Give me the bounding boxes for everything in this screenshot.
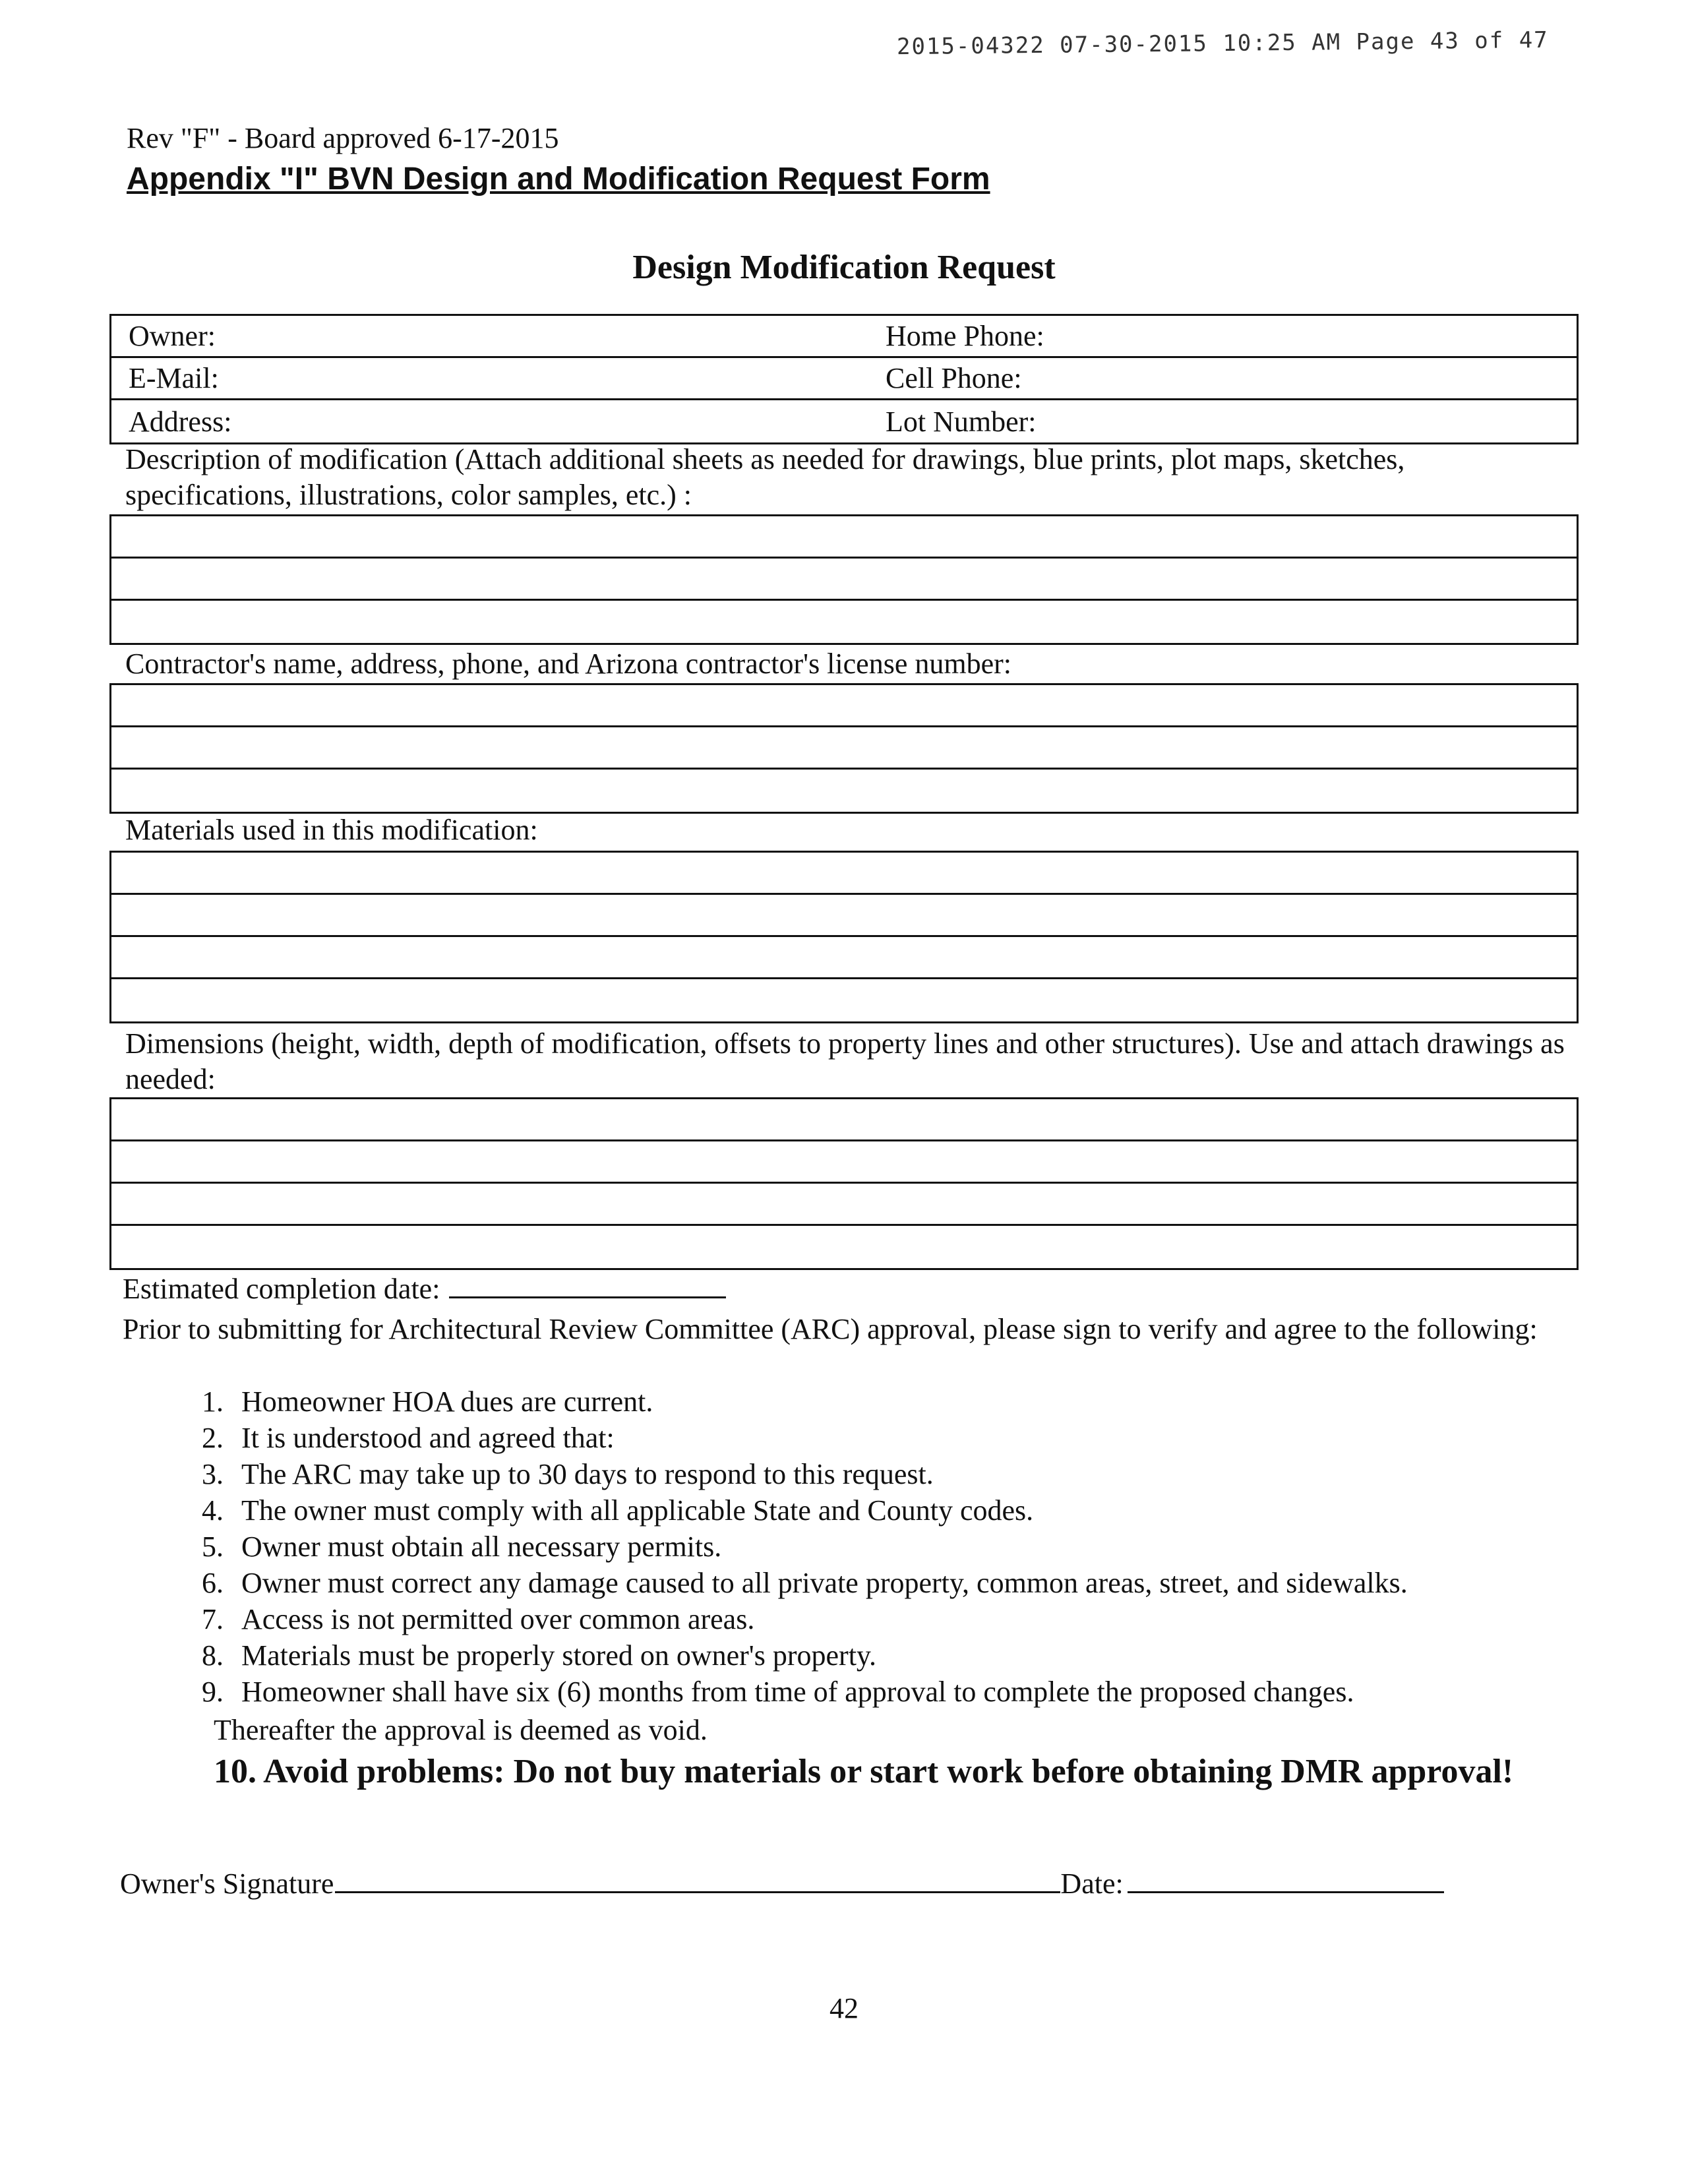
- lot-number-field[interactable]: Lot Number:: [886, 405, 1037, 438]
- list-item-number: 7.: [202, 1603, 224, 1635]
- description-line[interactable]: [111, 516, 1577, 559]
- home-phone-field[interactable]: Home Phone:: [886, 320, 1044, 352]
- completion-date-field[interactable]: [449, 1271, 726, 1298]
- list-item: [202, 1601, 1586, 1637]
- list-item-number: 1.: [202, 1385, 224, 1418]
- contractor-line[interactable]: [111, 770, 1577, 812]
- page-number: 42: [829, 1992, 859, 2024]
- address-row: [111, 400, 1577, 442]
- dimensions-box[interactable]: [109, 1097, 1579, 1270]
- description-label: Description of modification (Attach additional sheets as needed for drawings, blue prints, plot maps, sketches, specifications, illustrations, color samples, etc.) :: [125, 443, 1405, 511]
- contractor-label: Contractor's name, address, phone, and Arizona contractor's license number:: [125, 648, 1011, 680]
- list-item-text: Access is not permitted over common areas.: [241, 1603, 755, 1635]
- list-item: [202, 1674, 1586, 1710]
- list-item-number: 6.: [202, 1567, 224, 1599]
- void-note: Thereafter the approval is deemed as void.: [214, 1714, 708, 1746]
- signature-row: [120, 1866, 1444, 1900]
- list-item-number: 2.: [202, 1422, 224, 1454]
- list-item: [202, 1456, 1586, 1492]
- materials-line[interactable]: [111, 895, 1577, 937]
- materials-line[interactable]: [111, 979, 1577, 1021]
- contractor-line[interactable]: [111, 685, 1577, 727]
- dimensions-line[interactable]: [111, 1184, 1577, 1226]
- description-line[interactable]: [111, 559, 1577, 601]
- owner-signature-label: Owner's Signature: [120, 1867, 334, 1900]
- form-title: Design Modification Request: [632, 249, 1056, 286]
- list-item-number: 3.: [202, 1458, 224, 1490]
- list-item-number: 9.: [202, 1676, 224, 1708]
- list-item: [202, 1565, 1586, 1601]
- owner-signature-field[interactable]: [335, 1866, 1060, 1893]
- list-item-text: Owner must correct any damage caused to all private property, common areas, street, and sidewalks.: [241, 1567, 1408, 1599]
- list-item-text: Homeowner HOA dues are current.: [241, 1385, 653, 1418]
- fax-header-stamp: 2015-04322 07-30-2015 10:25 AM Page 43 of 47: [896, 26, 1549, 61]
- list-item: [202, 1637, 1586, 1674]
- list-item-number: 8.: [202, 1639, 224, 1672]
- completion-date-label: Estimated completion date:: [123, 1273, 440, 1305]
- dimensions-line[interactable]: [111, 1141, 1577, 1184]
- owner-field[interactable]: Owner:: [129, 320, 216, 352]
- materials-label: Materials used in this modification:: [125, 814, 538, 846]
- cell-phone-field[interactable]: Cell Phone:: [886, 362, 1022, 394]
- list-item: [202, 1492, 1586, 1529]
- address-field[interactable]: Address:: [129, 405, 232, 438]
- list-item-text: Homeowner shall have six (6) months from time of approval to complete the proposed changes.: [241, 1676, 1354, 1708]
- list-item-text: Materials must be properly stored on owner's property.: [241, 1639, 877, 1672]
- list-item: [202, 1383, 1586, 1420]
- date-label: Date:: [1060, 1867, 1124, 1900]
- materials-line[interactable]: [111, 853, 1577, 895]
- completion-date-row: [123, 1271, 726, 1306]
- email-row: [111, 358, 1577, 400]
- owner-info-table: [109, 314, 1579, 444]
- dmr-warning: 10. Avoid problems: Do not buy materials or start work before obtaining DMR approval!: [214, 1753, 1514, 1790]
- materials-box[interactable]: [109, 851, 1579, 1023]
- list-item-text: It is understood and agreed that:: [241, 1422, 615, 1454]
- list-item-number: 4.: [202, 1494, 224, 1527]
- owner-row: [111, 316, 1577, 358]
- email-field[interactable]: E-Mail:: [129, 362, 219, 394]
- materials-line[interactable]: [111, 937, 1577, 979]
- signature-date-field[interactable]: [1128, 1866, 1444, 1893]
- description-box[interactable]: [109, 514, 1579, 645]
- dimensions-line[interactable]: [111, 1099, 1577, 1141]
- list-item-text: Owner must obtain all necessary permits.: [241, 1531, 722, 1563]
- list-item-number: 5.: [202, 1531, 224, 1563]
- dimensions-label: Dimensions (height, width, depth of modification, offsets to property lines and other structures). Use and attach drawings as needed:: [125, 1027, 1565, 1095]
- prior-statement: Prior to submitting for Architectural Review Committee (ARC) approval, please sign to verify and agree to the following:: [123, 1313, 1538, 1345]
- list-item-text: The ARC may take up to 30 days to respond to this request.: [241, 1458, 934, 1490]
- list-item: [202, 1420, 1586, 1456]
- contractor-box[interactable]: [109, 683, 1579, 814]
- contractor-line[interactable]: [111, 727, 1577, 770]
- dimensions-line[interactable]: [111, 1226, 1577, 1268]
- description-line[interactable]: [111, 601, 1577, 643]
- list-item-text: The owner must comply with all applicable State and County codes.: [241, 1494, 1034, 1527]
- agreement-list: [202, 1383, 1586, 1710]
- appendix-title: Appendix "I" BVN Design and Modification Request Form: [127, 162, 990, 197]
- revision-note: Rev "F" - Board approved 6-17-2015: [127, 122, 559, 154]
- list-item: [202, 1529, 1586, 1565]
